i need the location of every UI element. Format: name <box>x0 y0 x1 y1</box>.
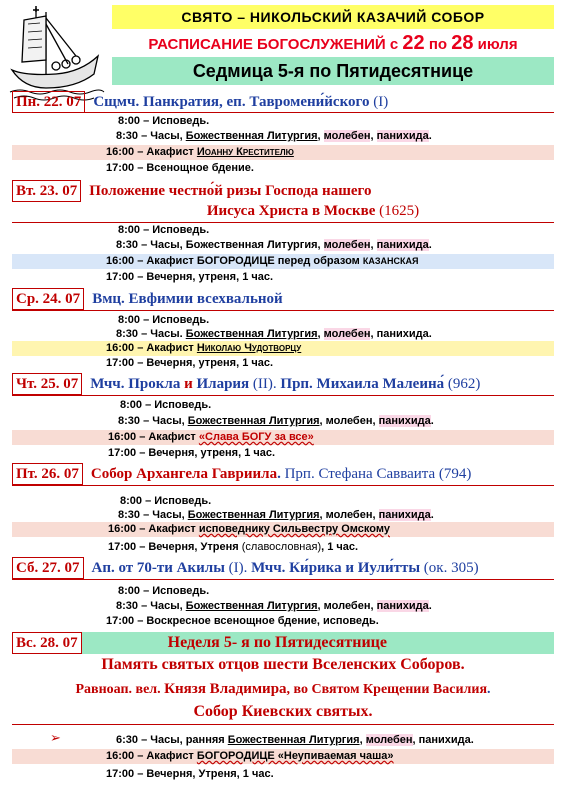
service-line: 8:00 – Исповедь. <box>120 495 212 507</box>
service-line: 8:30 – Часы, Божественная Литургия, молебен, панихида. <box>116 130 432 142</box>
week-title: Седмица 5-я по Пятидесятнице <box>112 57 554 85</box>
service-line: 8:30 – Часы, Божественная Литургия, молебен, панихида. <box>118 415 434 427</box>
date-badge: Ср. 24. 07 <box>12 288 84 310</box>
schedule-title-text: РАСПИСАНИЕ БОГОСЛУЖЕНИЙ с <box>148 36 403 53</box>
arrow-right-icon: ➢ <box>50 730 61 745</box>
saint-title: Мчч. Прокла и Илария (II). Прп. Михаила Малеина́ (962) <box>90 375 481 392</box>
saint-title: Ап. от 70-ти Акилы (I). Мчч. Ки́рика и Иули́тты (ок. 305) <box>91 559 479 576</box>
service-line: 8:30 – Часы, Божественная Литургия, молебен, панихида. <box>116 600 432 612</box>
day-header-fri <box>12 463 471 485</box>
divider <box>12 485 554 486</box>
akathist-line: 16:00 – Акафист «Слава БОГУ за все» <box>12 430 554 445</box>
service-line: 17:00 – Вечерня, Утреня (славословная), 1 час. <box>108 541 359 553</box>
service-line: 17:00 – Вечерня, утреня, 1 час. <box>108 447 276 459</box>
akathist-line: 16:00 – Акафист исповеднику Сильвестру Омскому <box>12 522 554 537</box>
divider <box>12 310 554 311</box>
date-badge: Сб. 27. 07 <box>12 557 84 579</box>
commemoration-line: Память святых отцов шести Вселенских Соборов. <box>101 656 465 673</box>
schedule-title-by: по <box>424 36 452 53</box>
saint-title: Вмц. Евфимии всехвальной <box>92 290 283 307</box>
service-line: 8:30 – Часы, Божественная Литургия, молебен, панихида. <box>116 239 432 251</box>
saint-title: Сщмч. Панкратия, еп. Тавромени́йского (I) <box>93 93 389 110</box>
day-header-wed <box>12 288 283 310</box>
date-badge: Пн. 22. 07 <box>12 91 85 113</box>
day-header-sat <box>12 557 479 579</box>
divider <box>12 395 554 396</box>
schedule-title <box>112 29 554 57</box>
day-header-tue <box>12 180 371 202</box>
cathedral-title: СВЯТО – НИКОЛЬСКИЙ КАЗАЧИЙ СОБОР <box>112 5 554 29</box>
ship-logo-icon <box>6 4 106 102</box>
commemoration-line: Собор Киевских святых. <box>193 703 373 720</box>
service-line: 8:00 – Исповедь. <box>118 115 210 127</box>
akathist-line: 16:00 – Акафист Николаю Чудотворцу <box>12 341 554 356</box>
date-badge: Чт. 25. 07 <box>12 373 82 395</box>
date-badge: Пт. 26. 07 <box>12 463 83 485</box>
date-to: 28 <box>451 32 474 54</box>
service-line: 8:30 – Часы, Божественная Литургия, молебен, панихида. <box>118 509 434 521</box>
divider <box>12 112 554 113</box>
service-line: 17:00 – Вечерня, утреня, 1 час. <box>106 357 274 369</box>
date-badge: Вс. 28. 07 <box>12 632 82 654</box>
date-badge: Вт. 23. 07 <box>12 180 81 202</box>
service-line: 17:00 – Всенощное бдение. <box>106 162 254 174</box>
date-from: 22 <box>402 32 425 54</box>
day-header-mon <box>12 91 388 113</box>
day-header-sun <box>12 632 387 654</box>
service-line: 8:00 – Исповедь. <box>120 399 212 411</box>
feast-title: Положение честно́й ризы Господа нашего <box>89 182 372 199</box>
divider <box>12 724 554 725</box>
service-line: 8:30 – Часы. Божественная Литургия, молебен, панихида. <box>116 328 432 340</box>
service-line: 17:00 – Вечерня, утреня, 1 час. <box>106 271 274 283</box>
akathist-line: 16:00 – Акафист БОГОРОДИЦЕ перед образом КАЗАНСКАЯ <box>12 254 554 269</box>
service-line: 8:00 – Исповедь. <box>118 585 210 597</box>
divider <box>12 579 554 580</box>
akathist-line: 16:00 – Акафист Иоанну Крестителю <box>12 145 554 160</box>
akathist-line: 16:00 – Акафист БОГОРОДИЦЕ «Неупиваемая чаша» <box>12 749 554 764</box>
commemoration-line: Равноап. вел. Князя Владимира, во Святом Крещении Василия. <box>75 681 491 697</box>
feast-title-line2: Иисуса Христа в Москве (1625) <box>206 203 420 219</box>
divider <box>12 222 554 223</box>
service-line: 17:00 – Вечерня, Утреня, 1 час. <box>106 768 274 780</box>
feast-title: Неделя 5- я по Пятидесятнице <box>167 634 387 651</box>
schedule-title-month: июля <box>473 36 518 53</box>
feast-title: Собор Архангела Гавриила. Прп. Стефана Савваита (794) <box>90 465 472 482</box>
day-header-thu <box>12 373 480 395</box>
service-line: 8:00 – Исповедь. <box>118 314 210 326</box>
service-line: 17:00 – Воскресное всенощное бдение, исповедь. <box>106 615 379 627</box>
service-line: 8:00 – Исповедь. <box>118 224 210 236</box>
service-line: 6:30 – Часы, ранняя Божественная Литургия, молебен, панихида. <box>116 734 474 746</box>
